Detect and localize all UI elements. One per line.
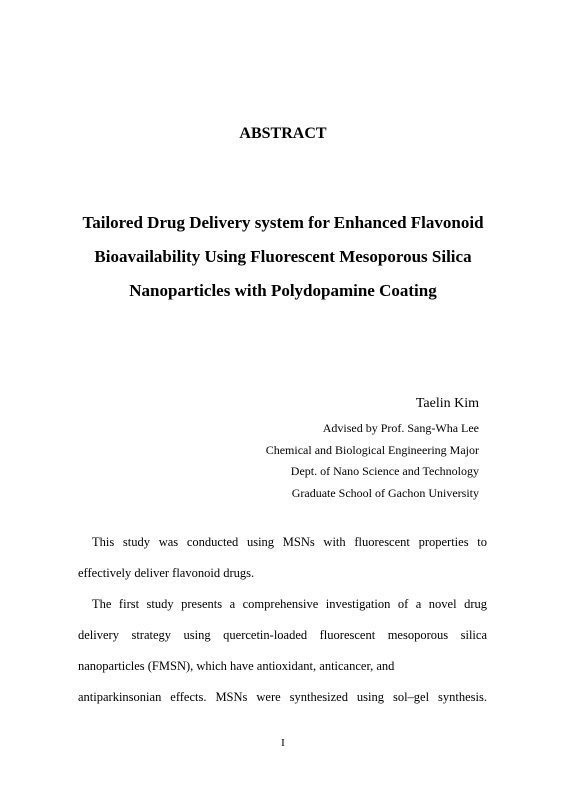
body-paragraph: The first study presents a comprehensive investigation of a novel drug delivery strategy using quercetin-loaded fluorescent mesoporous silica nanoparticles (FMSN), which have antioxidant, anticancer, and: [78, 597, 487, 673]
thesis-title-line: Bioavailability Using Fluorescent Mesoporous Silica: [94, 247, 472, 266]
abstract-body: [78, 527, 487, 713]
school-line: Graduate School of Gachon University: [291, 485, 479, 500]
department-line: Dept. of Nano Science and Technology: [290, 464, 479, 478]
body-paragraph: This study was conducted using MSNs with fluorescent properties to effectively deliver flavonoid drugs.: [78, 535, 487, 580]
abstract-heading: ABSTRACT: [239, 125, 327, 142]
major-line: Chemical and Biological Engineering Major: [265, 442, 479, 457]
advisor-line: Advised by Prof. Sang-Wha Lee: [322, 421, 479, 435]
body-paragraph-continuation: antiparkinsonian effects. MSNs were synthesized using sol–gel synthesis.: [78, 690, 487, 704]
thesis-title-line: Nanoparticles with Polydopamine Coating: [129, 281, 437, 300]
page-number: I: [281, 737, 285, 749]
thesis-title: [0, 206, 566, 308]
thesis-title-line: Tailored Drug Delivery system for Enhanced Flavonoid: [82, 213, 484, 232]
author-block: [266, 395, 479, 504]
author-name: Taelin Kim: [415, 396, 479, 411]
